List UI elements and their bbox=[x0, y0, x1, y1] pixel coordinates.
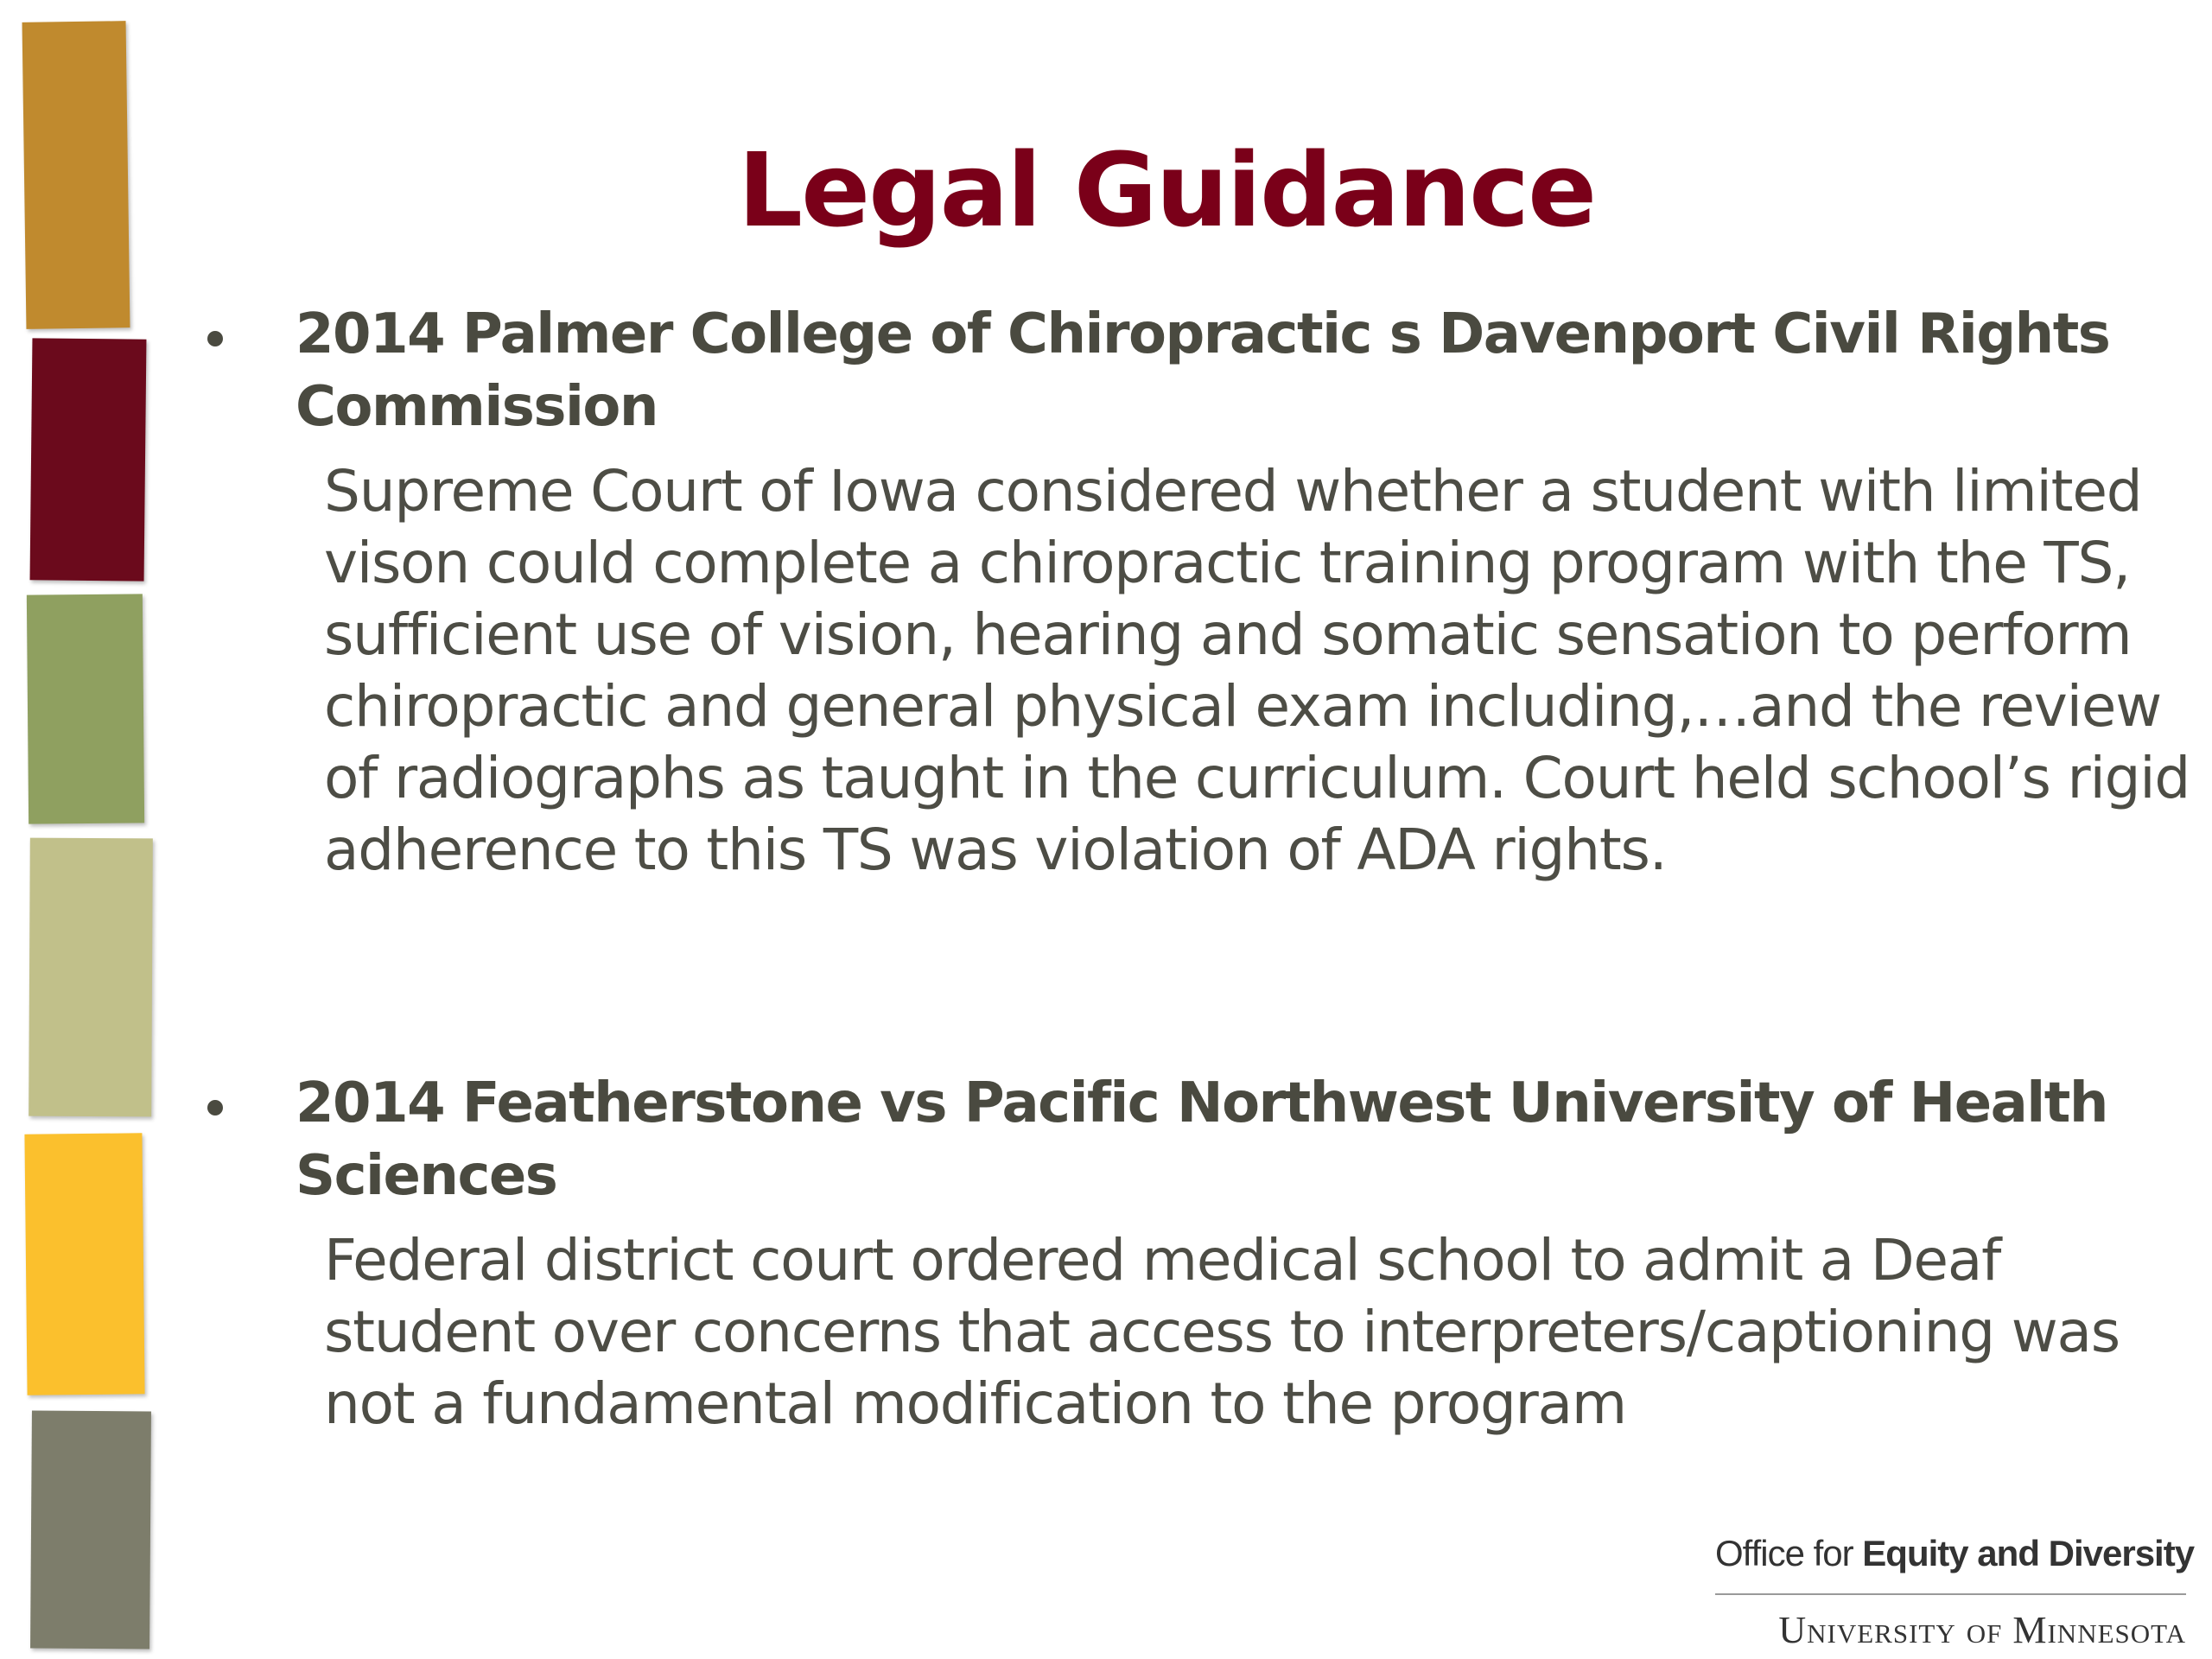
side-block-gold bbox=[22, 21, 130, 329]
bullet-heading: 2014 Featherstone vs Pacific Northwest University of Health Sciences bbox=[296, 1071, 2107, 1208]
bullet-item bbox=[207, 1067, 2190, 1440]
bullet-dot-icon bbox=[207, 331, 223, 346]
footer-divider bbox=[1715, 1593, 2186, 1595]
bullet-dot-icon bbox=[207, 1100, 223, 1116]
side-block-green bbox=[27, 594, 144, 823]
side-block-gray bbox=[30, 1411, 151, 1649]
footer-office-strong: Equity and Diversity bbox=[1862, 1533, 2195, 1573]
bullet-body: Supreme Court of Iowa considered whether a student with limited vison could complete a chiropractic training program with the TS, sufficient use of vision, hearing and somatic sensation to perform chiropractic and general physical exam including,…and the review of radiographs as taught in the curriculum. Court held school’s rigid adherence to this TS was violation of ADA rights. bbox=[324, 458, 2190, 883]
footer-university-name: University of Minnesota bbox=[1778, 1609, 2186, 1651]
bullet-body: Federal district court ordered medical school to admit a Deaf student over concerns that access to interpreters/captioning was not a fundamental modification to the program bbox=[324, 1227, 2120, 1437]
decorative-side-strip bbox=[0, 0, 173, 1659]
side-block-khaki bbox=[29, 838, 153, 1117]
bullet-item bbox=[207, 298, 2190, 886]
side-block-yellow bbox=[24, 1133, 144, 1395]
bullet-heading: 2014 Palmer College of Chiropractic s Davenport Civil Rights Commission bbox=[296, 302, 2110, 439]
footer-office-name bbox=[1715, 1529, 2195, 1578]
side-block-maroon bbox=[30, 338, 147, 581]
footer-logo bbox=[1715, 1529, 2195, 1654]
footer-office-prefix: Office for bbox=[1715, 1533, 1863, 1573]
slide-title: Legal Guidance bbox=[737, 130, 1596, 250]
